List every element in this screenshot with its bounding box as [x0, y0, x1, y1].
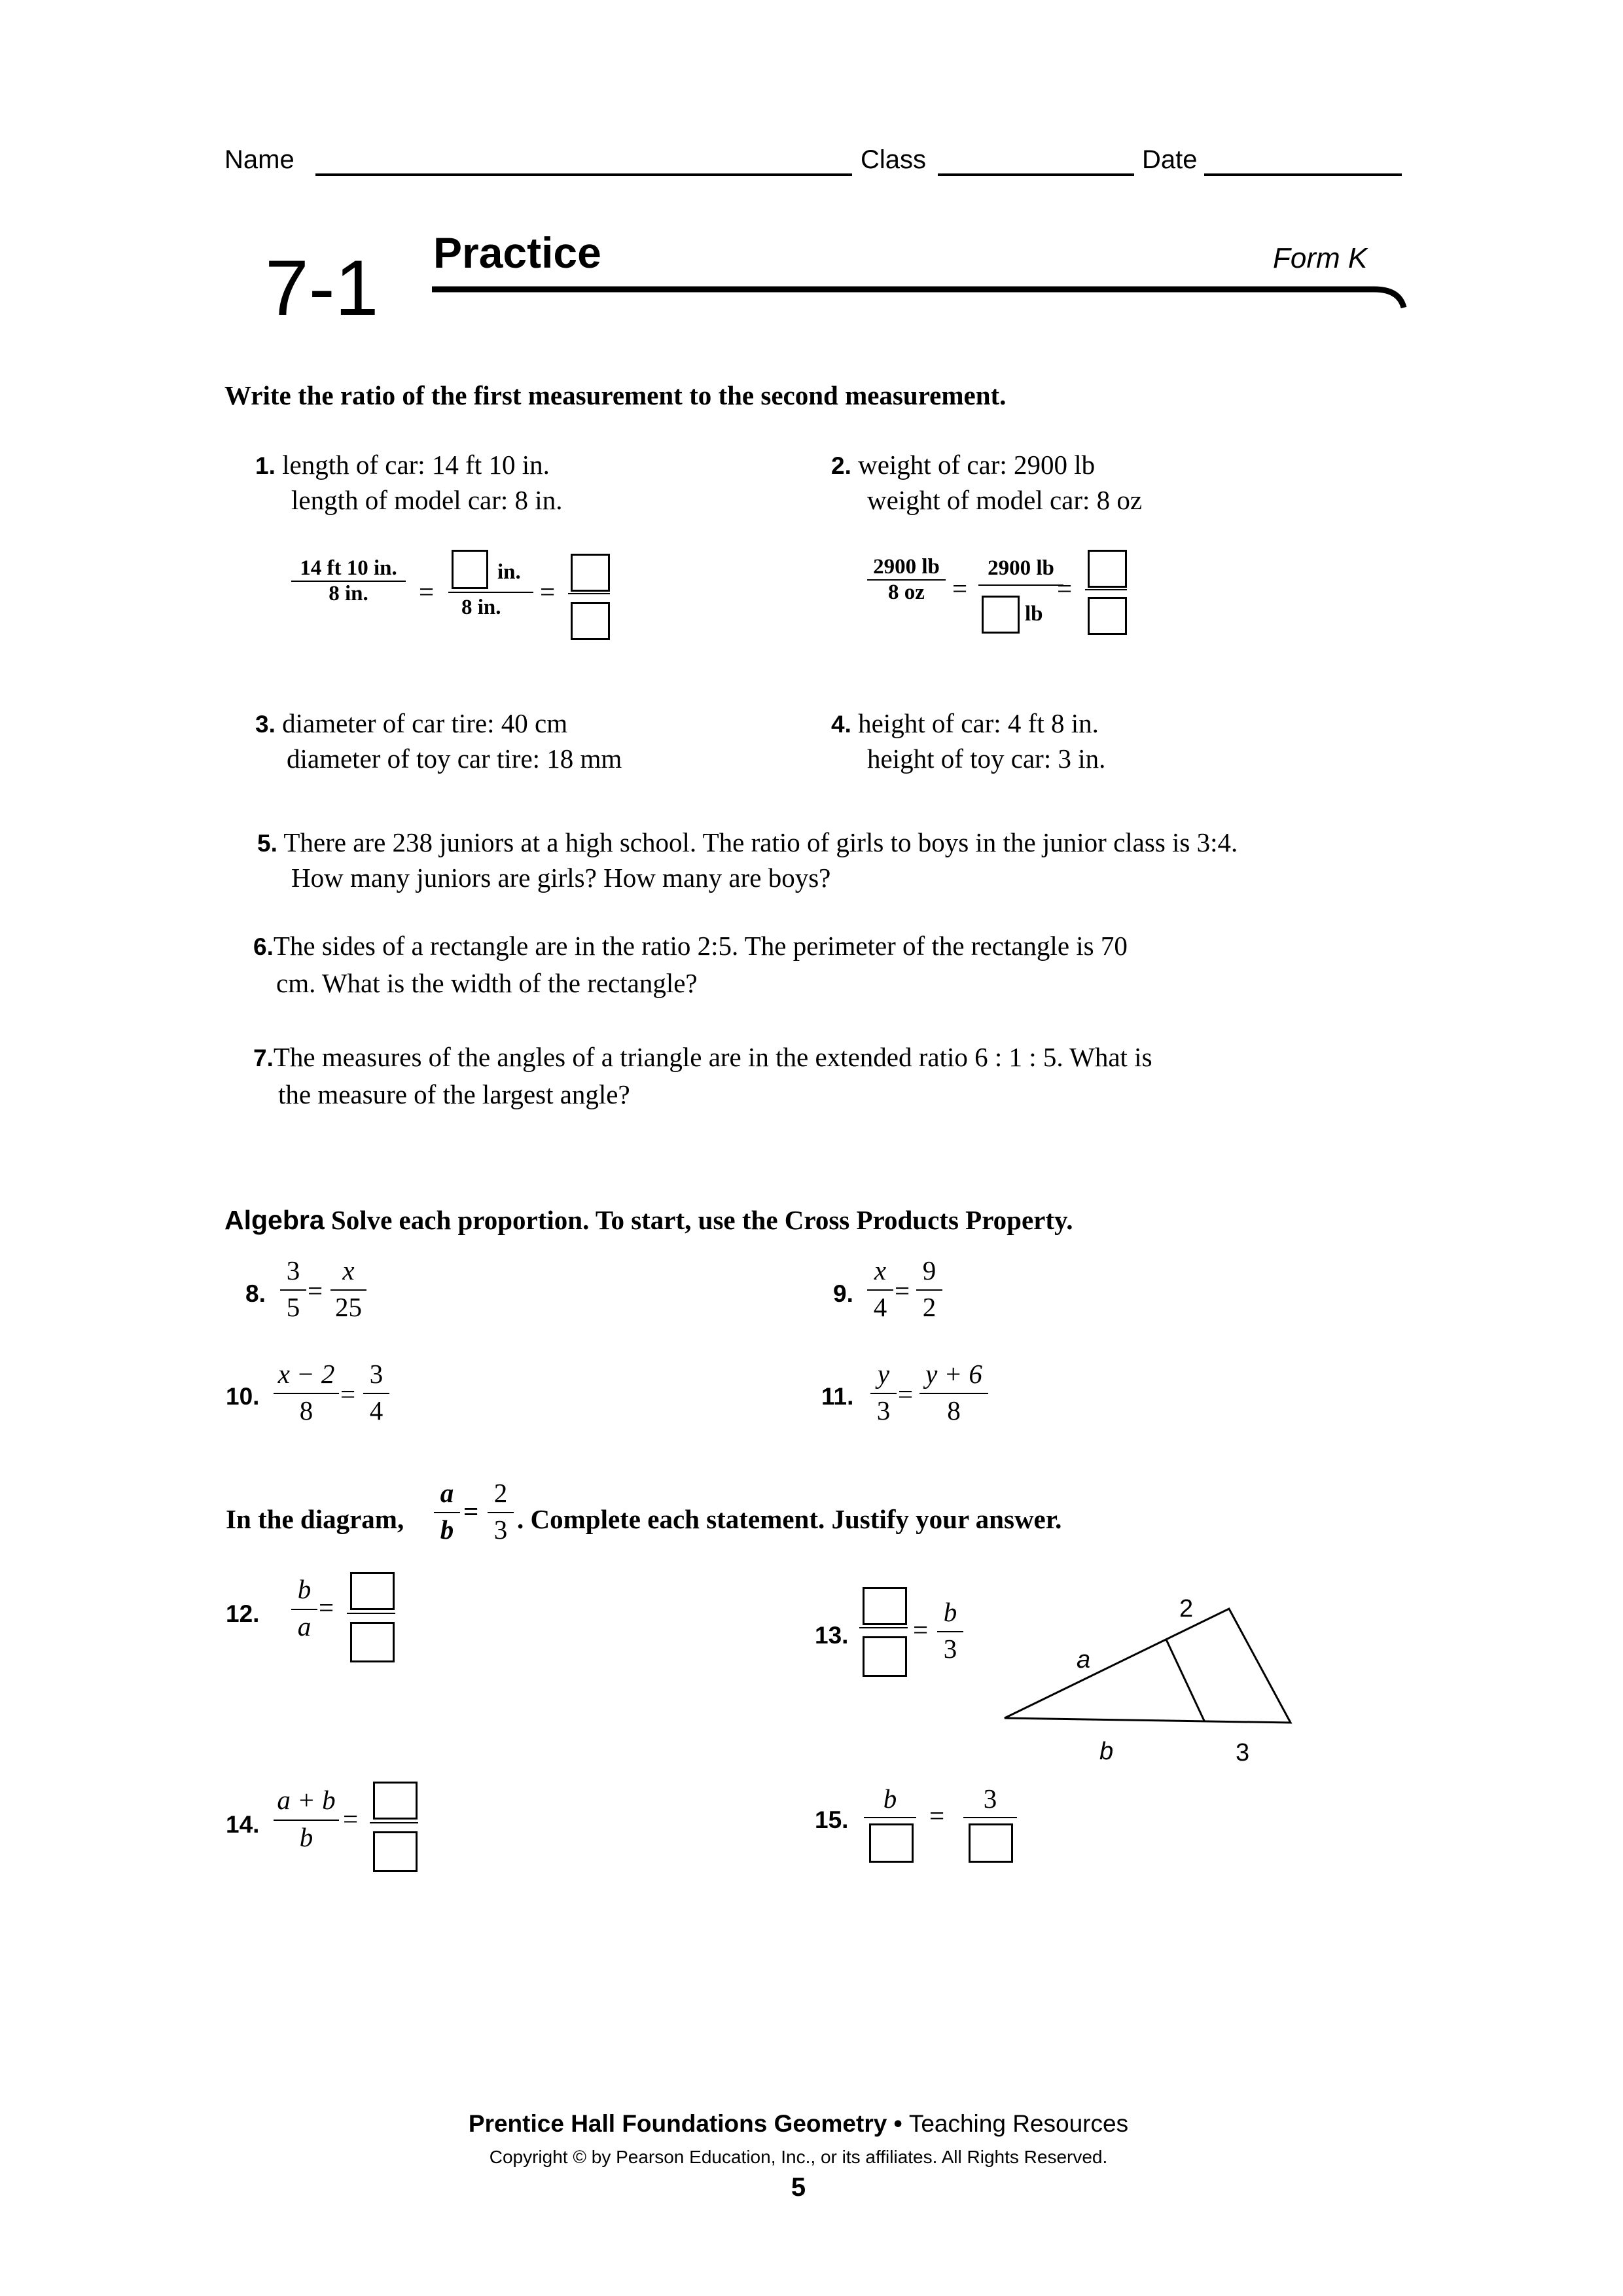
fraction-bar [568, 593, 610, 594]
fraction-bar [870, 1393, 897, 1394]
fraction-denominator: 4 [369, 1395, 383, 1426]
fraction-numerator: x − 2 [277, 1359, 335, 1389]
problem-number: 15. [815, 1806, 849, 1833]
label-a: a [1077, 1646, 1091, 1674]
fraction-bar [280, 1289, 306, 1291]
problem-text: length of car: 14 ft 10 in. [282, 450, 550, 480]
equals-sign: = [340, 1379, 356, 1409]
problem-5-line2: How many juniors are girls? How many are boys? [291, 863, 831, 893]
fraction-numerator: x [874, 1255, 887, 1285]
fraction-bar [434, 1512, 460, 1513]
fraction-bar [330, 1289, 366, 1291]
answer-box-denominator[interactable] [869, 1823, 914, 1863]
problem-number: 10. [226, 1383, 260, 1410]
ratio-numerator: a [440, 1478, 454, 1508]
fraction-bar [363, 1393, 389, 1394]
bullet: • [887, 2110, 909, 2137]
ratio-value-numerator: 2 [493, 1478, 508, 1508]
problem-number: 1. [255, 452, 276, 479]
form-label: Form K [1273, 242, 1368, 274]
unit-label: lb [1025, 602, 1043, 626]
problem-number: 5. [257, 830, 277, 857]
problem-number: 3. [255, 711, 276, 738]
problem-7 [253, 1039, 1152, 1076]
equals-sign: = [343, 1804, 359, 1834]
fraction-numerator: 3 [286, 1255, 300, 1285]
fraction-bar [916, 1289, 942, 1291]
fraction-bar [919, 1393, 988, 1394]
date-line[interactable] [1204, 173, 1402, 176]
name-label: Name [224, 145, 294, 174]
triangle-diagram [995, 1584, 1335, 1767]
fraction-numerator: 9 [922, 1255, 936, 1285]
equals-sign: = [929, 1801, 945, 1831]
problem-number: 12. [226, 1600, 260, 1627]
fraction-bar [274, 1820, 339, 1821]
problem-text: height of car: 4 ft 8 in. [858, 708, 1099, 738]
fraction-bar [291, 1609, 317, 1610]
fraction-denominator: 25 [335, 1292, 362, 1322]
equals-sign: = [895, 1276, 910, 1306]
section3-instruction: . Complete each statement. Justify your answer. [517, 1504, 1062, 1534]
fraction-denominator: 3 [943, 1634, 957, 1664]
problem-3 [255, 706, 567, 742]
problem-number: 11. [821, 1383, 854, 1410]
problem-5 [257, 825, 1238, 861]
problem-2 [831, 447, 1095, 484]
problem-6 [253, 928, 1128, 965]
fraction-denominator: 2 [922, 1292, 936, 1322]
fraction-bar [347, 1613, 395, 1614]
fraction-numerator: 3 [983, 1784, 997, 1814]
label-3: 3 [1236, 1739, 1250, 1767]
fraction-numerator: 2900 lb [988, 556, 1054, 580]
answer-box-denominator[interactable] [350, 1622, 395, 1662]
name-line[interactable] [315, 173, 852, 176]
problem-number: 4. [831, 711, 851, 738]
answer-box-denominator[interactable] [969, 1823, 1013, 1863]
p2-fraction-1: 2900 lb 8 oz [867, 555, 946, 605]
equals-sign: = [898, 1379, 914, 1409]
fraction-denominator: 8 [947, 1395, 961, 1426]
problem-number: 7. [253, 1045, 274, 1071]
fraction-numerator: y + 6 [925, 1359, 982, 1389]
fraction-bar [864, 1817, 916, 1818]
fraction-numerator: b [297, 1574, 312, 1604]
problem-6-line2: cm. What is the width of the rectangle? [276, 968, 698, 998]
fraction-numerator: b [943, 1597, 957, 1627]
problem-4 [831, 706, 1099, 742]
fraction-denominator: 4 [873, 1292, 887, 1322]
answer-box-numerator[interactable] [571, 554, 610, 592]
answer-box[interactable] [452, 550, 488, 589]
problem-text: The sides of a rectangle are in the ratio 2:5. The perimeter of the rectangle is 70 [273, 931, 1128, 961]
answer-box-numerator[interactable] [863, 1587, 907, 1625]
problem-number: 9. [833, 1280, 853, 1307]
fraction-denominator: b [299, 1822, 313, 1852]
problem-number: 6. [253, 933, 274, 960]
equals-sign: = [1057, 573, 1073, 603]
fraction-bar [274, 1393, 339, 1394]
fraction-bar [1085, 589, 1127, 590]
section2-instruction [224, 1204, 1073, 1236]
answer-box-denominator[interactable] [571, 602, 610, 640]
problem-number: 13. [815, 1622, 849, 1649]
problem-text: There are 238 juniors at a high school. The ratio of girls to boys in the junior class is 3:4. [283, 827, 1238, 857]
answer-box-denominator[interactable] [863, 1636, 907, 1677]
fraction-numerator: x [342, 1255, 355, 1285]
problem-text: diameter of car tire: 40 cm [282, 708, 568, 738]
problem-text: weight of car: 2900 lb [858, 450, 1096, 480]
ratio-value-denominator: 3 [493, 1515, 508, 1545]
page-title: Practice [433, 228, 601, 277]
fraction-bar [963, 1817, 1017, 1818]
fraction-bar [859, 1627, 908, 1628]
answer-box-numerator[interactable] [1088, 550, 1127, 588]
problem-1-line2: length of model car: 8 in. [291, 485, 563, 515]
answer-box[interactable] [982, 596, 1020, 634]
equals-sign: = [308, 1276, 323, 1306]
fraction-numerator: a + b [277, 1785, 336, 1815]
class-line[interactable] [938, 173, 1134, 176]
lesson-number: 7-1 [265, 244, 379, 332]
problem-3-line2: diameter of toy car tire: 18 mm [287, 744, 622, 774]
section3-intro: In the diagram, [226, 1504, 404, 1534]
page-number: 5 [791, 2173, 806, 2202]
problem-7-line2: the measure of the largest angle? [278, 1079, 630, 1109]
label-2: 2 [1179, 1595, 1194, 1623]
problem-1 [255, 447, 550, 484]
fraction-bar [937, 1631, 963, 1632]
fraction-numerator: 3 [369, 1359, 383, 1389]
problem-4-line2: height of toy car: 3 in. [867, 744, 1106, 774]
book-title: Prentice Hall Foundations Geometry [468, 2110, 887, 2137]
ratio-denominator: b [440, 1515, 454, 1545]
footer-book [0, 2110, 1597, 2138]
copyright: Copyright © by Pearson Education, Inc., or its affiliates. All Rights Reserved. [489, 2147, 1108, 2167]
fraction-denominator: a [297, 1611, 312, 1641]
fraction-denominator: 3 [876, 1395, 891, 1426]
problem-number: 14. [226, 1811, 260, 1838]
fraction-denominator: 8 [299, 1395, 313, 1426]
equals-sign: = [463, 1496, 479, 1526]
equals-sign: = [419, 577, 435, 607]
equals-sign: = [952, 573, 968, 603]
fraction-bar [370, 1822, 418, 1823]
problem-text: The measures of the angles of a triangle are in the extended ratio 6 : 1 : 5. What is [273, 1042, 1152, 1072]
fraction-denominator: 5 [286, 1292, 300, 1322]
problem-2-line2: weight of model car: 8 oz [867, 485, 1143, 515]
title-rule [432, 281, 1414, 317]
fraction-numerator: y [877, 1359, 890, 1389]
answer-box-denominator[interactable] [373, 1831, 418, 1872]
unit-label: in. [497, 560, 521, 584]
algebra-label: Algebra [224, 1205, 325, 1235]
fraction-bar [867, 1289, 893, 1291]
answer-box-numerator[interactable] [373, 1782, 418, 1820]
problem-number: 2. [831, 452, 851, 479]
label-b: b [1099, 1738, 1114, 1765]
date-label: Date [1142, 145, 1198, 174]
section1-instruction: Write the ratio of the first measurement to the second measurement. [224, 380, 1007, 410]
resources-label: Teaching Resources [908, 2110, 1129, 2137]
fraction-bar [448, 592, 533, 593]
problem-number: 8. [245, 1280, 266, 1307]
answer-box-denominator[interactable] [1088, 597, 1127, 635]
equals-sign: = [913, 1615, 929, 1645]
p1-fraction-1: 14 ft 10 in. 8 in. [291, 556, 406, 606]
class-label: Class [861, 145, 927, 174]
fraction-denominator: 8 in. [461, 596, 501, 619]
fraction-bar [488, 1512, 514, 1513]
instruction-text: Solve each proportion. To start, use the Cross Products Property. [330, 1205, 1073, 1235]
equals-sign: = [540, 577, 556, 607]
fraction-bar [978, 584, 1063, 586]
answer-box-numerator[interactable] [350, 1572, 395, 1610]
equals-sign: = [319, 1592, 334, 1623]
fraction-numerator: b [883, 1784, 897, 1814]
